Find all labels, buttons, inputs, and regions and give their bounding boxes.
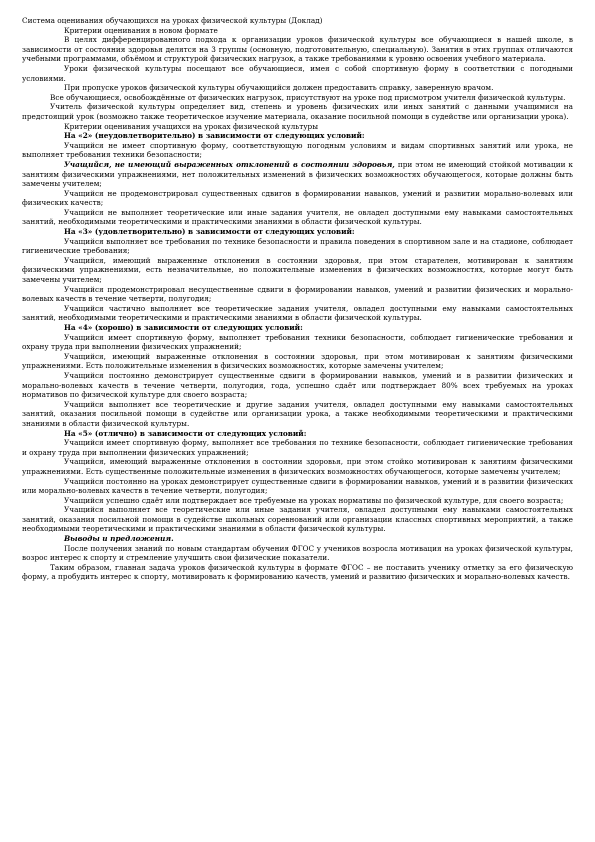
section-heading-criteria: Критерии оценивания учащихся на уроках физической культуры <box>64 121 319 131</box>
paragraph-exempted: Все обучающиеся, освобождённые от физических нагрузок, присутствуют на уроке под присмотром учителя физической культуры. <box>50 92 566 102</box>
grade-2-item-rest: при этом не имеющий стойкой мотивации к занятиям физическими упражнениями, нет положительных изменений в физических возможностях обучающегося, которые должны быть замечены учителем; <box>22 159 573 189</box>
grade-5-item: Учащийся выполняет все теоретические или иные задания учителя, овладел доступными ему навыками самостоятельных занятий, оказания посильной помощи в судействе школьных соревнований или организации классных спортивных мероприятий, а также необходимыми теоретическими и практическими знаниями в области физической культуры. <box>22 505 573 534</box>
paragraph-teacher-role: Учитель физической культуры определяет вид, степень и уровень физических или иных занятий с данными учащимися на предстоящий урок (возможно также теоретическое изучение материала, оказание посильной помощи в судействе или организации урока). <box>22 102 573 121</box>
grade-2-item <box>22 160 573 189</box>
grade-5-item: Учащийся имеет спортивную форму, выполняет все требования по технике безопасности, соблюдает гигиенические требования и охрану труда при выполнении физических упражнений; <box>22 438 573 457</box>
grade-3-item: Учащийся частично выполняет все теоретические задания учителя, овладел доступными ему навыками самостоятельных занятий, необходимыми теоретическими и практическими знаниями в области физической культуры. <box>22 303 573 323</box>
grade-2-item: Учащийся не продемонстрировал существенных сдвигов в формировании навыков, умений и развитии морально-волевых или физических качеств; <box>22 188 573 208</box>
paragraph-absence: При пропуске уроков физической культуры обучающийся должен предоставить справку, заверенную врачом. <box>64 83 494 93</box>
grade-4-item: Учащийся выполняет все теоретические и другие задания учителя, овладел доступными ему навыками самостоятельных занятий, оказания посильной помощи в судействе или организации урока, а также необходимыми теоретическими и практическими знаниями в области физической культуры. <box>22 399 573 428</box>
document-title: Система оценивания обучающихся на уроках физической культуры (Доклад) <box>22 16 323 25</box>
grade-5-item: Учащийся, имеющий выраженные отклонения в состоянии здоровья, при этом стойко мотивирован к занятиям физическими упражнениями. Есть существенные положительные изменения в физических возможностях обучающегося, которые замечены учителем; <box>22 457 573 476</box>
grade-5-item: Учащийся успешно сдаёт или подтверждает все требуемые на уроках нормативы по физической культуре, для своего возраста; <box>64 495 564 505</box>
grade-3-item: Учащийся выполняет все требования по технике безопасности и правила поведения в спортивном зале и на стадионе, соблюдает гигиенические требования; <box>22 236 573 256</box>
grade-5-item: Учащийся постоянно на уроках демонстрирует существенные сдвиги в формировании навыков, умений и в развитии физических или морально-волевых качеств в течение четверти, полугодия; <box>22 476 573 496</box>
paragraph-attendance: Уроки физической культуры посещают все обучающиеся, имея с собой спортивную форму в соответствии с погодными условиями. <box>22 63 573 83</box>
grade-4-heading: На «4» (хорошо) в зависимости от следующих условий: <box>64 323 303 332</box>
grade-4-item: Учащийся имеет спортивную форму, выполняет требования техники безопасности, соблюдает гигиенические требования и охрану труда при выполнении физических упражнений; <box>22 332 573 352</box>
grade-2-emphasis: Учащийся, не имеющий выраженных отклонений в состоянии здоровья, <box>64 159 395 169</box>
grade-2-item: Учащийся не выполняет теоретические или иные задания учителя, не овладел доступными ему навыками самостоятельных занятий, необходимыми теоретическими и практическими знаниями в области физической культуры. <box>22 207 573 227</box>
grade-2-heading: На «2» (неудовлетворительно) в зависимости от следующих условий: <box>64 131 365 141</box>
grade-3-item: Учащийся продемонстрировал несущественные сдвиги в формировании навыков, умений и развитии физических и морально-волевых качеств в течение четверти, полугодия; <box>22 284 573 304</box>
paragraph-groups: В целях дифференцированного подхода к организации уроков физической культуры все обучающиеся в нашей школе, в зависимости от состояния здоровья делятся на 3 группы (основную, подготовительную, специальную). Занятия в этих группах отличаются учебными программами, объёмом и структурой физических нагрузок, а также требованиями к уровню освоения учебного материала. <box>22 35 573 64</box>
grade-3-heading: На «3» (удовлетворительно) в зависимости от следующих условий: <box>64 227 355 237</box>
grade-2-item: Учащийся не имеет спортивную форму, соответствующую погодным условиям и видам спортивных занятий или урока, не выполняет требования техники безопасности; <box>22 140 573 160</box>
grade-3-item: Учащийся, имеющий выраженные отклонения в состоянии здоровья, при этом старателен, мотивирован к занятиям физическими упражнениями, есть незначительные, но положительные изменения в физических возможностях, которые могут быть замечены учителем; <box>22 255 573 285</box>
section-heading-new-format: Критерии оценивания в новом формате <box>64 25 218 35</box>
conclusion-paragraph: Таким образом, главная задача уроков физической культуры в формате ФГОС – не поставить ученику отметку за его физическую форму, а пробудить интерес к спорту, мотивировать к формированию качеств, умений и развитию физических и морально-волевых качеств. <box>22 562 573 582</box>
conclusions-heading: Выводы и предложения. <box>64 534 174 544</box>
grade-5-heading: На «5» (отлично) в зависимости от следующих условий: <box>64 428 307 438</box>
grade-4-item: Учащийся, имеющий выраженные отклонения в состоянии здоровья, при этом мотивирован к занятиям физическими упражнениями. Есть положительные изменения в физических возможностях, которые замечены учителем; <box>22 351 573 371</box>
conclusion-paragraph: После получения знаний по новым стандартам обучения ФГОС у учеников возросла мотивация на уроках физической культуры, возрос интерес к спорту и стремление улучшить свои физические показатели. <box>22 543 573 563</box>
grade-4-item: Учащийся постоянно демонстрирует существенные сдвиги в формировании навыков, умений и в развитии физических и морально-волевых качеств в течение четверти, полугодия, года, успешно сдаёт или подтверждает 80% всех требуемых на уроках нормативов по физической культуре для своего возраста; <box>22 370 573 400</box>
